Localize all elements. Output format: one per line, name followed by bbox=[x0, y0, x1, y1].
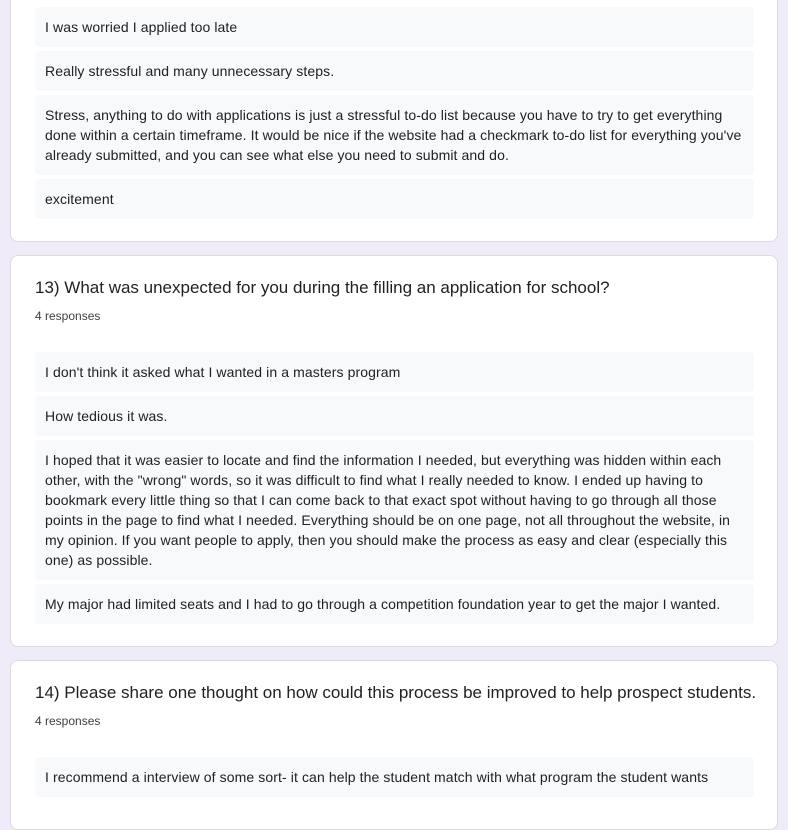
question-title: 13) What was unexpected for you during the filling an application for school? bbox=[35, 278, 610, 297]
response-item: excitement bbox=[35, 179, 754, 219]
response-count: 4 responses bbox=[35, 714, 101, 728]
question-card-13 bbox=[10, 255, 778, 647]
response-item: I hoped that it was easier to locate and find the information I needed, but everything was hidden within each other, with the "wrong" words, so it was difficult to find what I really needed to know. I ended up having to bookmark every little thing so that I can come back to that exact spot without having to go through all those points in the page to find what I needed. Everything should be on one page, not all throughout the website, in my opinion. If you want people to apply, then you should make the process as easy and clear (especially this one) as possible. bbox=[35, 440, 754, 580]
response-item: Stress, anything to do with applications is just a stressful to-do list because you have to try to get everything done within a certain timeframe. It would be nice if the website had a checkmark to-do list for everything you've already submitted, and you can see what else you need to submit and do. bbox=[35, 95, 754, 175]
question-title: 14) Please share one thought on how could this process be improved to help prospect students. bbox=[35, 683, 757, 702]
question-card-14 bbox=[10, 660, 778, 830]
response-item: I don't think it asked what I wanted in a masters program bbox=[35, 352, 754, 392]
response-item: Really stressful and many unnecessary steps. bbox=[35, 51, 754, 91]
response-item: How tedious it was. bbox=[35, 396, 754, 436]
response-item: I recommend a interview of some sort- it can help the student match with what program the student wants bbox=[35, 757, 754, 797]
question-card-12 bbox=[10, 0, 778, 242]
response-count: 4 responses bbox=[35, 309, 101, 323]
response-item: I was worried I applied too late bbox=[35, 7, 754, 47]
response-item: My major had limited seats and I had to go through a competition foundation year to get the major I wanted. bbox=[35, 584, 754, 624]
